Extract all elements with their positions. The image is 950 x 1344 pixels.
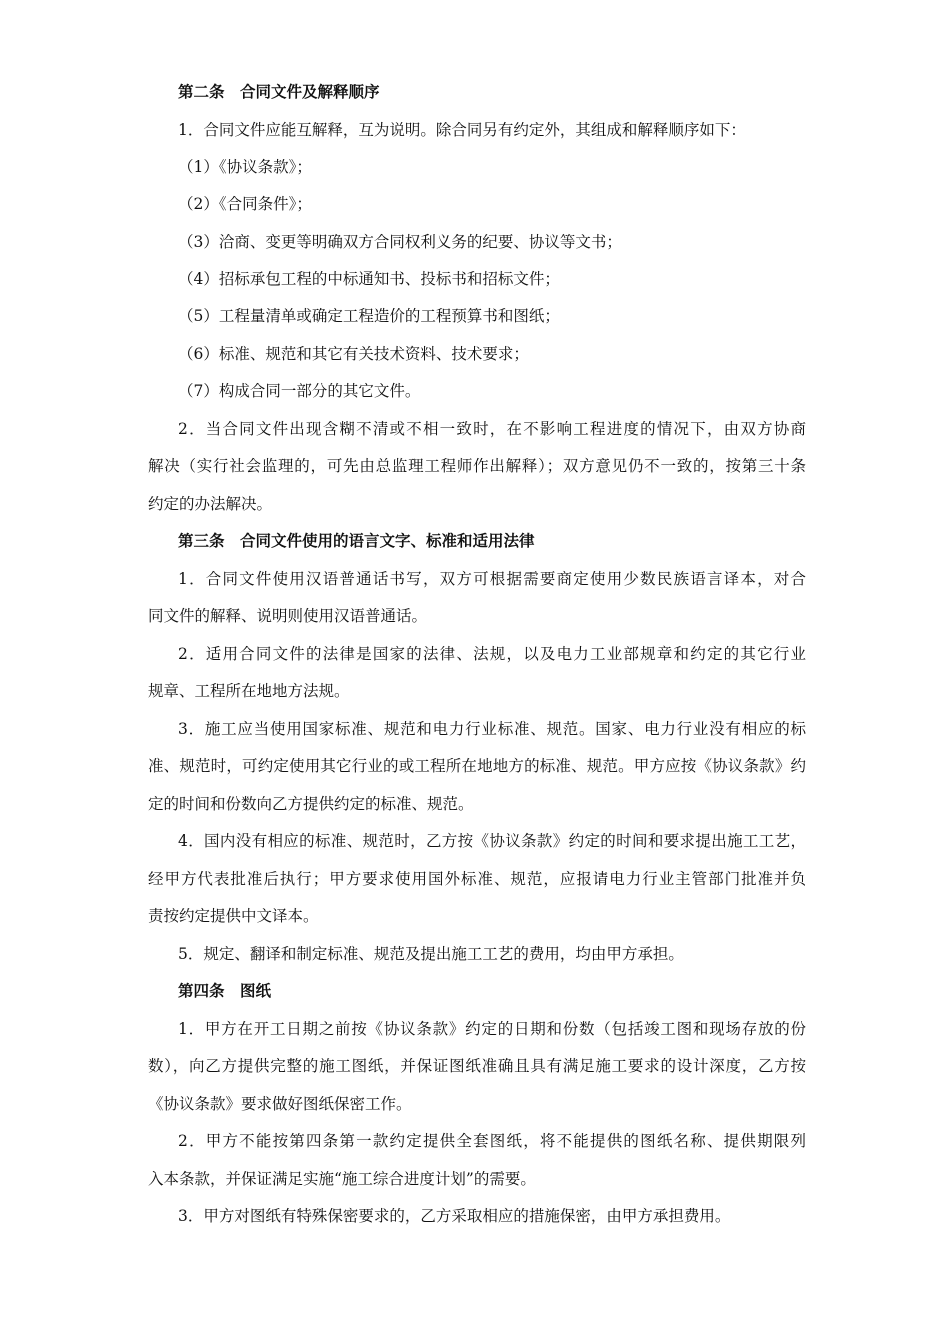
list-item: （5）工程量清单或确定工程造价的工程预算书和图纸；	[178, 307, 560, 325]
section-heading: 第四条 图纸	[178, 982, 272, 1000]
list-item: （7）构成合同一部分的其它文件。	[178, 382, 421, 400]
paragraph-line: 入本条款，并保证满足实施“施工综合进度计划”的需要。	[148, 1170, 536, 1188]
section-heading: 第二条 合同文件及解释顺序	[178, 83, 380, 101]
paragraph-line: 1．合同文件使用汉语普通话书写，双方可根据需要商定使用少数民族语言译本，对合	[178, 570, 806, 588]
section-heading: 第三条 合同文件使用的语言文字、标准和适用法律	[178, 532, 535, 550]
paragraph-line: 定的时间和份数向乙方提供约定的标准、规范。	[148, 795, 474, 813]
list-item: （3）洽商、变更等明确双方合同权利义务的纪要、协议等文书；	[178, 233, 622, 251]
paragraph-line: 4．国内没有相应的标准、规范时，乙方按《协议条款》约定的时间和要求提出施工工艺，	[178, 832, 806, 850]
paragraph-line: 准、规范时，可约定使用其它行业的或工程所在地地方的标准、规范。甲方应按《协议条款》约	[148, 757, 806, 775]
list-item: （2）《合同条件》；	[178, 195, 312, 213]
paragraph-line: 责按约定提供中文译本。	[148, 907, 319, 925]
paragraph-line: 2．甲方不能按第四条第一款约定提供全套图纸，将不能提供的图纸名称、提供期限列	[178, 1132, 806, 1150]
paragraph-line: 1．甲方在开工日期之前按《协议条款》约定的日期和份数（包括竣工图和现场存放的份	[178, 1020, 806, 1038]
paragraph-line: 约定的办法解决。	[148, 495, 273, 513]
paragraph-line: 规章、工程所在地地方法规。	[148, 682, 350, 700]
paragraph-line: 1．合同文件应能互解释，互为说明。除合同另有约定外，其组成和解释顺序如下：	[178, 121, 746, 139]
paragraph-line: 3．施工应当使用国家标准、规范和电力行业标准、规范。国家、电力行业没有相应的标	[178, 720, 806, 738]
paragraph-line: 2．当合同文件出现含糊不清或不相一致时，在不影响工程进度的情况下，由双方协商	[178, 420, 806, 438]
paragraph-line: 2．适用合同文件的法律是国家的法律、法规，以及电力工业部规章和约定的其它行业	[178, 645, 806, 663]
paragraph-line: 3．甲方对图纸有特殊保密要求的，乙方采取相应的措施保密，由甲方承担费用。	[178, 1207, 731, 1225]
list-item: （6）标准、规范和其它有关技术资料、技术要求；	[178, 345, 529, 363]
paragraph-line: 经甲方代表批准后执行；甲方要求使用国外标准、规范，应报请电力行业主管部门批准并负	[148, 870, 806, 888]
paragraph-line: 同文件的解释、说明则使用汉语普通话。	[148, 607, 428, 625]
paragraph-line: 数），向乙方提供完整的施工图纸，并保证图纸准确且具有满足施工要求的设计深度，乙方按	[148, 1057, 806, 1075]
list-item: （4）招标承包工程的中标通知书、投标书和招标文件；	[178, 270, 560, 288]
list-item: （1）《协议条款》；	[178, 158, 312, 176]
paragraph-line: 5．规定、翻译和制定标准、规范及提出施工工艺的费用，均由甲方承担。	[178, 945, 684, 963]
paragraph-line: 《协议条款》要求做好图纸保密工作。	[148, 1095, 412, 1113]
paragraph-line: 解决（实行社会监理的，可先由总监理工程师作出解释）；双方意见仍不一致的，按第三十条	[148, 457, 806, 475]
